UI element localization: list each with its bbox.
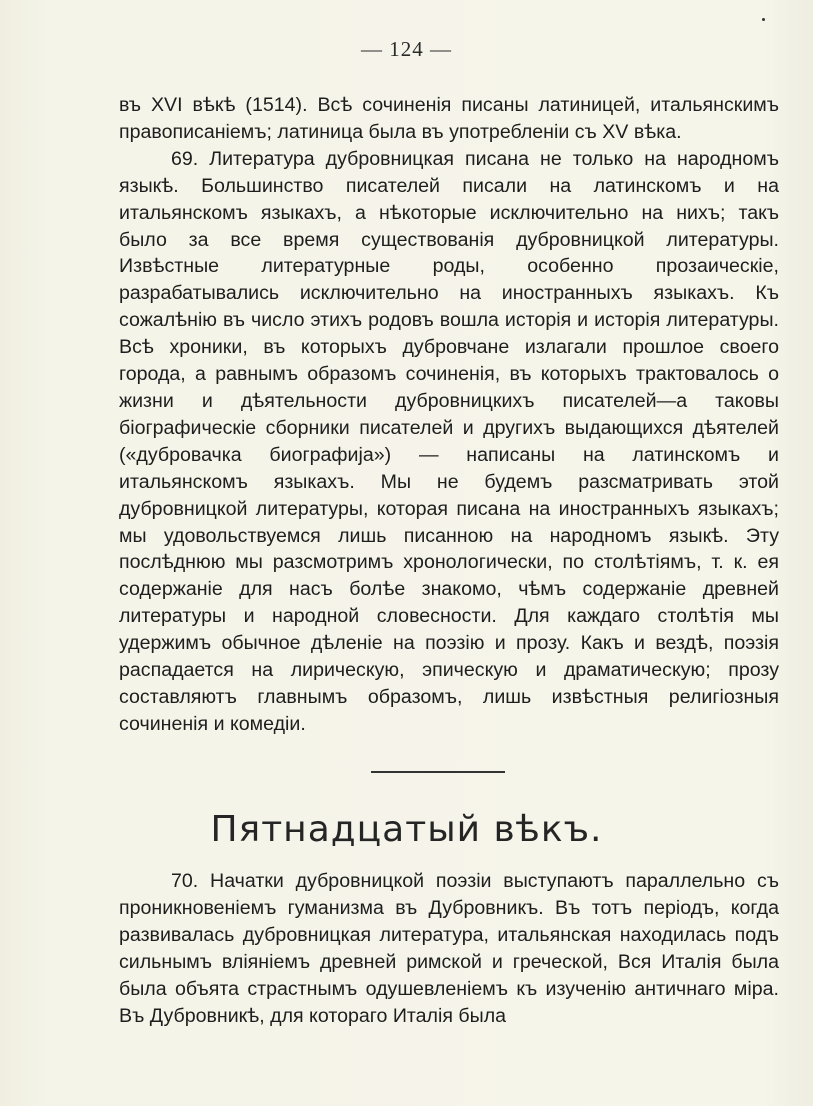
section-body-text	[119, 868, 779, 1029]
page-body-text	[119, 92, 779, 738]
section-title: Пятнадцатый вѣкъ.	[210, 809, 603, 850]
paragraph-continued: въ XVI вѣкѣ (1514). Всѣ сочиненія писаны латиницей, итальянскимъ правописаніемъ; латиница была въ употребленіи съ XV вѣка.	[119, 94, 779, 143]
section-divider	[371, 771, 505, 773]
page-number: — 124 —	[361, 37, 452, 61]
paragraph-69: 69. Литература дубровницкая писана не только на народномъ языкѣ. Большинство писателей писали на латинскомъ и на итальянскомъ языкахъ, а нѣкоторые исключительно на нихъ; такъ было за все время существованія дубровницкой литературы. Извѣстные литературные роды, особенно прозаическіе, разрабатывались исключительно на иностранныхъ языкахъ. Къ сожалѣнію въ число этихъ родовъ вошла исторія и исторія литературы. Всѣ хроники, въ которыхъ дубровчане излагали прошлое своего города, а равнымъ образомъ сочиненія, въ которыхъ трактовалось о жизни и дѣятельности дубровницкихъ писателей—а таковы біографическіе сборники писателей и другихъ выдающихся дѣятелей («дубровачка биографија») — написаны на латинскомъ и итальянскомъ языкахъ. Мы не будемъ разсматривать этой дубровницкой литературы, которая писана на иностранныхъ языкахъ; мы удовольствуемся лишь писанною на народномъ языкѣ. Эту послѣднюю мы разсмотримъ хронологически, по столѣтіямъ, т. к. ея содержаніе для насъ болѣе знакомо, чѣмъ содержаніе древней литературы и народной словесности. Для каждаго столѣтія мы удержимъ обычное дѣленіе на поэзію и прозу. Какъ и вездѣ, поэзія распадается на лирическую, эпическую и драматическую; прозу составляютъ главнымъ образомъ, лишь извѣстныя религіозныя сочиненія и комедіи.	[119, 147, 779, 735]
printing-dot	[762, 18, 765, 21]
paragraph-70: 70. Начатки дубровницкой поэзіи выступаютъ параллельно съ проникновеніемъ гуманизма въ Дубровникъ. Въ тотъ періодъ, когда развивалась дубровницкая литература, итальянская находилась подъ сильнымъ вліяніемъ древней римской и греческой, Вся Италія была была объята страстнымъ одушевленіемъ къ изученію античнаго міра. Въ Дубровникѣ, для котораго Италія была	[119, 870, 779, 1027]
